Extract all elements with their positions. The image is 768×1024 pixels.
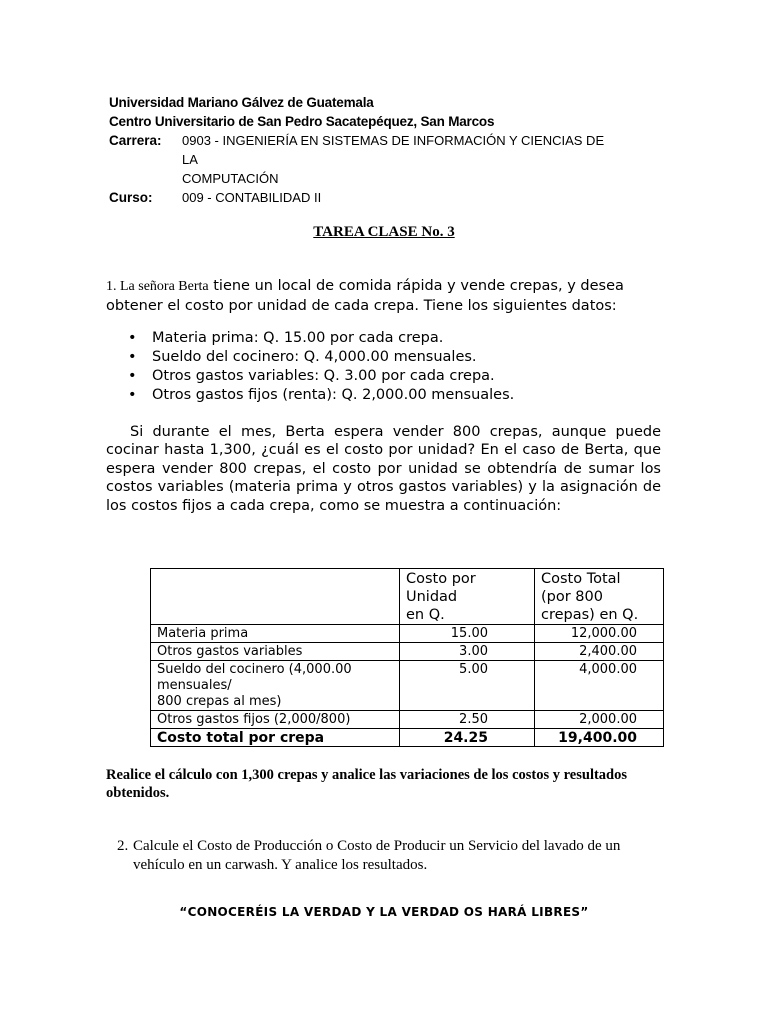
cell-total-total-cost: 19,400.00	[535, 729, 664, 747]
data-list	[128, 329, 668, 405]
problem-2-line-2: vehículo en un carwash. Y analice los resultados.	[133, 857, 428, 873]
list-item: • Materia prima: Q. 15.00 por cada crepa.	[128, 330, 444, 346]
carrera-row	[109, 131, 669, 188]
problem-2	[117, 837, 657, 875]
cell-concept: Otros gastos variables	[151, 643, 400, 661]
list-item: • Otros gastos fijos (renta): Q. 2,000.00 mensuales.	[128, 387, 515, 403]
table-row	[151, 625, 664, 643]
cell-total-unit-cost: 24.25	[400, 729, 535, 747]
header-cell-unit-cost: Costo por Unidad en Q.	[400, 569, 535, 625]
page-title: TAREA CLASE No. 3	[313, 224, 455, 240]
instruction-text: Realice el cálculo con 1,300 crepas y analice las variaciones de los costos y resultados obtenidos.	[106, 767, 628, 801]
list-item: • Otros gastos variables: Q. 3.00 por cada crepa.	[128, 368, 495, 384]
problem-1-intro	[106, 277, 662, 315]
curso-value: 009 - CONTABILIDAD II	[182, 190, 322, 205]
table-row	[151, 711, 664, 729]
cell-unit-cost: 2.50	[400, 711, 535, 729]
cell-total-cost: 2,400.00	[535, 643, 664, 661]
table-total-row	[151, 729, 664, 747]
carrera-label: Carrera:	[109, 133, 162, 148]
cost-table	[150, 568, 664, 747]
bullet-icon: •	[128, 330, 137, 346]
cell-total-concept: Costo total por crepa	[151, 729, 400, 747]
cell-total-cost: 2,000.00	[535, 711, 664, 729]
center-name: Centro Universitario de San Pedro Sacatepéquez, San Marcos	[109, 114, 495, 129]
carrera-value: 0903 - INGENIERÍA EN SISTEMAS DE INFORMACIÓN Y CIENCIAS DE LA COMPUTACIÓN	[182, 133, 605, 186]
cell-total-cost: 4,000.00	[535, 661, 664, 711]
cell-total-cost: 12,000.00	[535, 625, 664, 643]
cell-unit-cost: 15.00	[400, 625, 535, 643]
table-row	[151, 661, 664, 711]
cell-unit-cost: 5.00	[400, 661, 535, 711]
curso-label: Curso:	[109, 190, 153, 205]
university-name: Universidad Mariano Gálvez de Guatemala	[109, 95, 374, 110]
problem-1-paragraph: Si durante el mes, Berta espera vender 800 crepas, aunque puede cocinar hasta 1,300, ¿cuál es el costo por unidad? En el caso de Berta, que espera vender 800 crepas, el costo por unidad se obtendría de sumar los costos variables (materia prima y otros gastos variables) y la asignación de los costos fijos a cada crepa, como se muestra a continuación:	[106, 424, 661, 514]
table-header-row	[151, 569, 664, 625]
problem-2-number: 2.	[117, 838, 129, 854]
cell-unit-cost: 3.00	[400, 643, 535, 661]
header-cell-total-cost: Costo Total (por 800 crepas) en Q.	[535, 569, 664, 625]
bullet-icon: •	[128, 368, 137, 384]
document-header	[109, 93, 669, 207]
cell-concept: Sueldo del cocinero (4,000.00 mensuales/ 800 crepas al mes)	[151, 661, 400, 711]
table-row	[151, 643, 664, 661]
problem-1-lead: 1. La señora Berta	[106, 279, 209, 294]
problem-1-text: tiene un local de comida rápida y vende crepas, y desea obtener el costo por unidad de cada crepa. Tiene los siguientes datos:	[106, 278, 624, 314]
bullet-icon: •	[128, 349, 137, 365]
cell-concept: Materia prima	[151, 625, 400, 643]
curso-row	[109, 188, 669, 207]
list-item: • Sueldo del cocinero: Q. 4,000.00 mensuales.	[128, 349, 477, 365]
header-cell-concept	[151, 569, 400, 625]
problem-2-line-1: 2. Calcule el Costo de Producción o Costo de Producir un Servicio del lavado de un	[117, 838, 621, 854]
bullet-icon: •	[128, 387, 137, 403]
cell-concept: Otros gastos fijos (2,000/800)	[151, 711, 400, 729]
closing-quote: “CONOCERÉIS LA VERDAD Y LA VERDAD OS HARÁ LIBRES”	[179, 905, 589, 919]
